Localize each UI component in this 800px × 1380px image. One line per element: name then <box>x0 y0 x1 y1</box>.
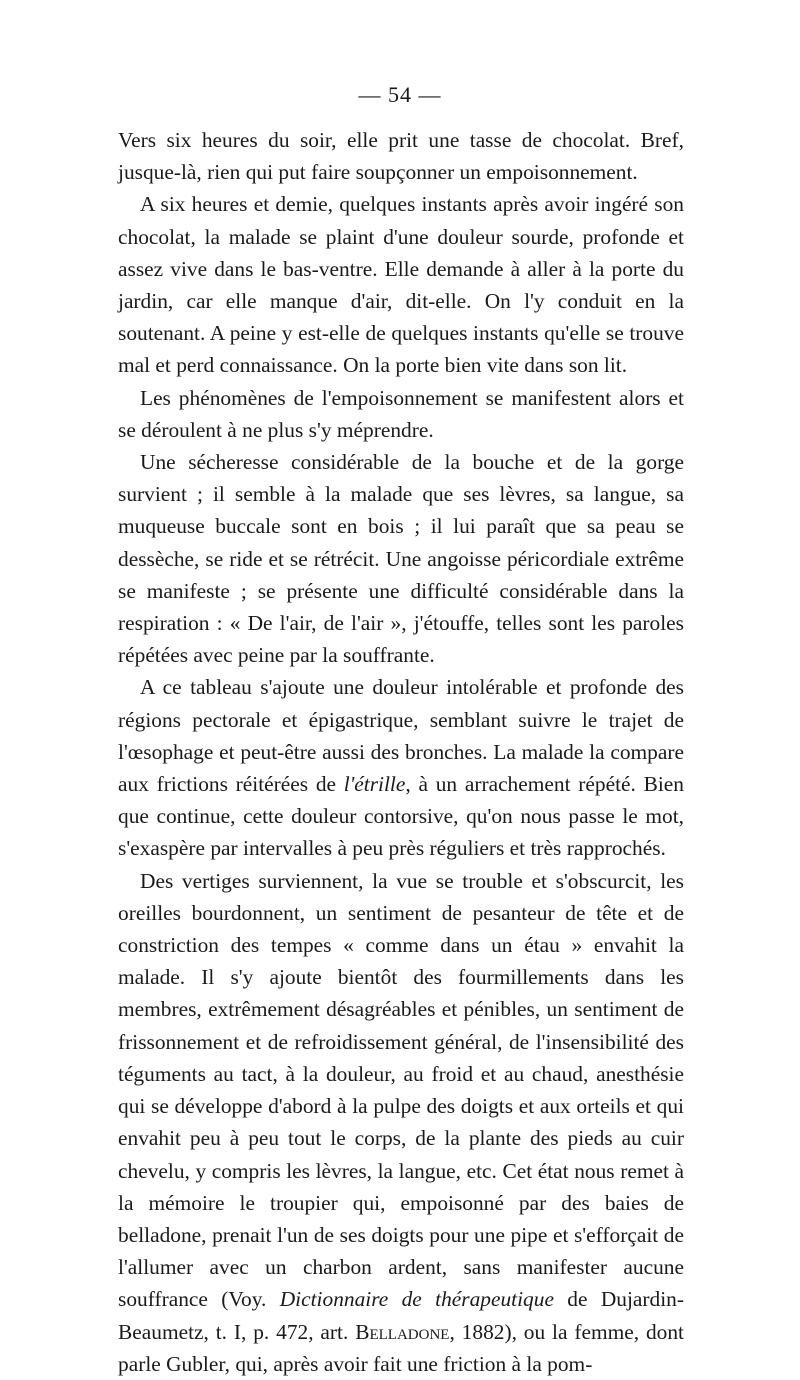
paragraph-1: Vers six heures du soir, elle prit une tasse de chocolat. Bref, jusque-là, rien qui put faire soupçonner un empoisonnement. <box>118 128 684 185</box>
paragraph-5-italic: l'étrille <box>343 772 406 797</box>
paragraph-5 <box>118 671 684 864</box>
paragraph-6-text-b: de Dujardin-Beaumetz, t. I, p. 472, art. <box>118 1287 684 1344</box>
paragraph-2: A six heures et demie, quelques instants après avoir ingéré son chocolat, la malade se plaint d'une douleur sourde, profonde et assez vive dans le bas-ventre. Elle demande à aller à la porte du jardin, car elle manque d'air, dit-elle. On l'y conduit en la soutenant. A peine y est-elle de quelques instants qu'elle se trouve mal et perd connaissance. On la porte bien vite dans son lit. <box>118 192 684 378</box>
paragraph-5-text-a: A ce tableau s'ajoute une douleur intolérable et profonde des régions pectorale et épigastrique, semblant suivre le trajet de l'œsophage et peut-être aussi des bronches. La malade la compare aux frictions réitérées de <box>118 675 684 797</box>
paragraph-6-text-c: , 1882), ou la femme, dont parle Gubler, qui, après avoir fait une friction à la pom- <box>118 1319 684 1376</box>
paragraph-6 <box>118 865 684 1380</box>
paragraph-3: Les phénomènes de l'empoisonnement se manifestent alors et se déroulent à ne plus s'y méprendre. <box>118 385 684 442</box>
paragraph-4: Une sécheresse considérable de la bouche et de la gorge survient ; il semble à la malade que ses lèvres, sa langue, sa muqueuse buccale sont en bois ; il lui paraît que sa peau se dessèche, se ride et se rétrécit. Une angoisse péricordiale extrême se manifeste ; se présente une difficulté considérable dans la respiration : « De l'air, de l'air », j'étouffe, telles sont les paroles répétées avec peine par la souffrante. <box>118 450 684 668</box>
paragraph-5-text-b: , à un arrachement répété. Bien que continue, cette douleur contorsive, qu'on nous passe le mot, s'exaspère par intervalles à peu près réguliers et très rapprochés. <box>118 772 684 861</box>
body-text <box>118 124 684 1380</box>
paragraph-6-text-a: Des vertiges surviennent, la vue se trouble et s'obscurcit, les oreilles bourdonnent, un sentiment de pesanteur de tête et de constriction des tempes « comme dans un étau » envahit la malade. Il s'y ajoute bientôt des fourmillements dans les membres, extrêmement désagréables et pénibles, un sentiment de frissonnement et de refroidissement général, de l'insensibilité des téguments au tact, à la douleur, au froid et au chaud, anesthésie qui se développe d'abord à la pulpe des doigts et aux orteils et qui envahit peu à peu tout le corps, de la plante des pieds au cuir chevelu, y compris les lèvres, la langue, etc. Cet état nous remet à la mémoire le troupier qui, empoisonné par des baies de belladone, prenait l'un de ses doigts pour une pipe et s'efforçait de l'allumer avec un charbon ardent, sans manifester aucune souffrance (Voy. <box>118 868 684 1312</box>
paragraph-6-small-caps: Belladone <box>355 1319 450 1344</box>
page-number: — 54 — <box>358 82 442 107</box>
paragraph-6-italic-title: Dictionnaire de thérapeutique <box>279 1287 554 1312</box>
